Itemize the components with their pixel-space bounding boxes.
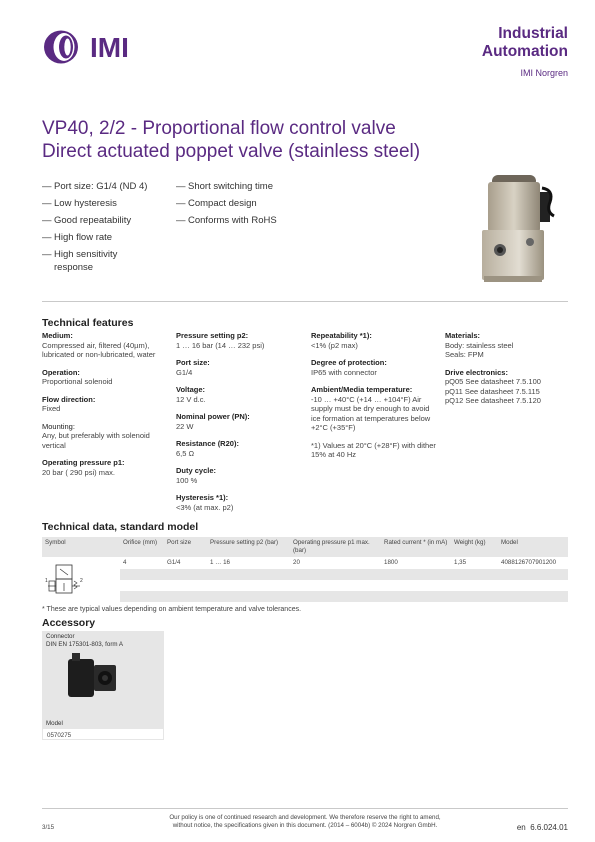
table-footnote: * These are typical values depending on ambient temperature and valve tolerances. xyxy=(42,606,302,613)
bullet-item: — Short switching time xyxy=(176,181,274,192)
tech-data-table xyxy=(42,537,568,602)
accessory-model-value: 0570275 xyxy=(42,729,164,740)
bullet-item: — Compact design xyxy=(176,198,257,209)
feature-group: Operating pressure p1: 20 bar ( 290 psi) max. xyxy=(42,458,125,477)
feature-group: Mounting: Any, but preferably with solenoid vertical xyxy=(42,421,150,450)
imi-logo xyxy=(42,29,162,65)
table-cell: 1,35 xyxy=(454,559,467,566)
feature-group: Degree of protection: IP65 with connector xyxy=(311,358,387,377)
division-name xyxy=(482,25,568,61)
table-header-row xyxy=(42,537,568,557)
port-2-label: 2 xyxy=(80,578,83,584)
page-number: 3/15 xyxy=(42,824,55,831)
feature-group: Flow direction: Fixed xyxy=(42,394,96,413)
accessory-card xyxy=(42,631,164,740)
language-code: en xyxy=(516,823,526,832)
logo-text: IMI xyxy=(90,32,129,63)
bullet-item: — Conforms with RoHS xyxy=(176,215,277,226)
table-cell: 4088126707901200 xyxy=(501,559,557,566)
table-row-empty xyxy=(42,580,568,591)
valve-symbol-icon xyxy=(44,561,96,597)
bullet-item: — Port size: G1/4 (ND 4) xyxy=(42,181,148,192)
column-header: Port size xyxy=(164,537,207,557)
feature-bullets-left xyxy=(42,181,174,279)
footer-disclaimer: Our policy is one of continued research and development. We therefore reserve the right to amend, without notice, the specifications given in this document. (2014 – 6004b) © 2024 Norgren GmbH. xyxy=(169,814,441,829)
title-line-1: VP40, 2/2 - Proportional flow control valve xyxy=(42,118,396,139)
bullet-item: — Low hysteresis xyxy=(42,198,117,209)
table-row-empty xyxy=(42,591,568,602)
table-cell: 4 xyxy=(123,559,127,566)
document-number: 6.6.024.01 xyxy=(530,823,568,832)
bullet-item: — Good repeatability xyxy=(42,215,132,226)
feature-group: Operation: Proportional solenoid xyxy=(42,367,113,386)
feature-bullets-right xyxy=(176,181,308,232)
column-header: Weight (kg) xyxy=(451,537,498,557)
column-header: Operating pressure p1 max. (bar) xyxy=(290,537,381,557)
column-header: Symbol xyxy=(42,537,120,557)
table-cell: 1 … 16 xyxy=(210,559,230,566)
footer-divider xyxy=(42,808,568,809)
feature-group: Hysteresis *1): <3% (at max. p2) xyxy=(176,493,234,512)
feature-group: Materials: Body: stainless steel Seals: FPM xyxy=(445,331,514,359)
tech-data-heading: Technical data, standard model xyxy=(42,521,199,533)
column-header: Rated current * (in mA) xyxy=(381,537,451,557)
accessory-image-panel xyxy=(42,631,164,729)
feature-group: Drive electronics: pQ05 See datasheet 7.5.100 pQ11 See datasheet 7.5.115 pQ12 See datasheet 7.5.120 xyxy=(445,367,541,405)
brand-sub: IMI Norgren xyxy=(520,68,568,78)
bullet-item: — High sensitivity response xyxy=(42,249,118,273)
brand-line-1: Industrial xyxy=(498,25,568,42)
table-cell: G1/4 xyxy=(167,559,181,566)
valve-symbol-cell xyxy=(42,557,120,602)
page-title xyxy=(42,117,420,163)
connector-image xyxy=(64,649,124,709)
document-reference xyxy=(517,823,568,832)
feature-group: Pressure setting p2: 1 … 16 bar (14 … 232 psi) xyxy=(176,331,265,350)
table-cell: 20 xyxy=(293,559,300,566)
feature-group: Nominal power (PN): 22 W xyxy=(176,412,250,431)
accessory-standard: DIN EN 175301-803, form A xyxy=(46,640,124,648)
features-column-3 xyxy=(311,331,437,468)
technical-features-heading: Technical features xyxy=(42,317,134,329)
column-header: Orifice (mm) xyxy=(120,537,164,557)
product-image xyxy=(462,170,574,288)
feature-group: Voltage: 12 V d.c. xyxy=(176,385,206,404)
divider xyxy=(42,301,568,302)
feature-group: Duty cycle: 100 % xyxy=(176,466,217,485)
accessory-heading: Accessory xyxy=(42,617,96,629)
features-column-1 xyxy=(42,331,167,485)
features-column-4 xyxy=(445,331,570,414)
features-column-2 xyxy=(176,331,296,520)
feature-group: Ambient/Media temperature: -10 … +40°C (+14 … +104°F) Air supply must be dry enough to avoid ice formation at temperatures below +2°C (+35°F) xyxy=(311,385,431,432)
column-header: Pressure setting p2 (bar) xyxy=(207,537,290,557)
feature-group: Resistance (R20): 6,5 Ω xyxy=(176,439,239,458)
table-row xyxy=(42,557,568,569)
table-row-empty xyxy=(42,569,568,580)
imi-logo-mark xyxy=(42,29,162,65)
accessory-name: Connector xyxy=(46,633,75,640)
column-header: Model xyxy=(498,537,568,557)
accessory-model-label: Model xyxy=(46,719,63,727)
brand-line-2: Automation xyxy=(481,43,568,60)
table-cell: 1800 xyxy=(384,559,398,566)
title-line-2: Direct actuated poppet valve (stainless steel) xyxy=(42,141,421,162)
feature-note: *1) Values at 20°C (+28°F) with dither 15% at 40 Hz xyxy=(311,440,436,459)
feature-group: Port size: G1/4 xyxy=(176,358,210,377)
feature-group: Medium: Compressed air, filtered (40µm), lubricated or non-lubricated, water xyxy=(42,331,156,359)
bullet-item: — High flow rate xyxy=(42,232,113,243)
port-1-label: 1 xyxy=(45,578,48,584)
feature-group: Repeatability *1): <1% (p2 max) xyxy=(311,331,372,350)
